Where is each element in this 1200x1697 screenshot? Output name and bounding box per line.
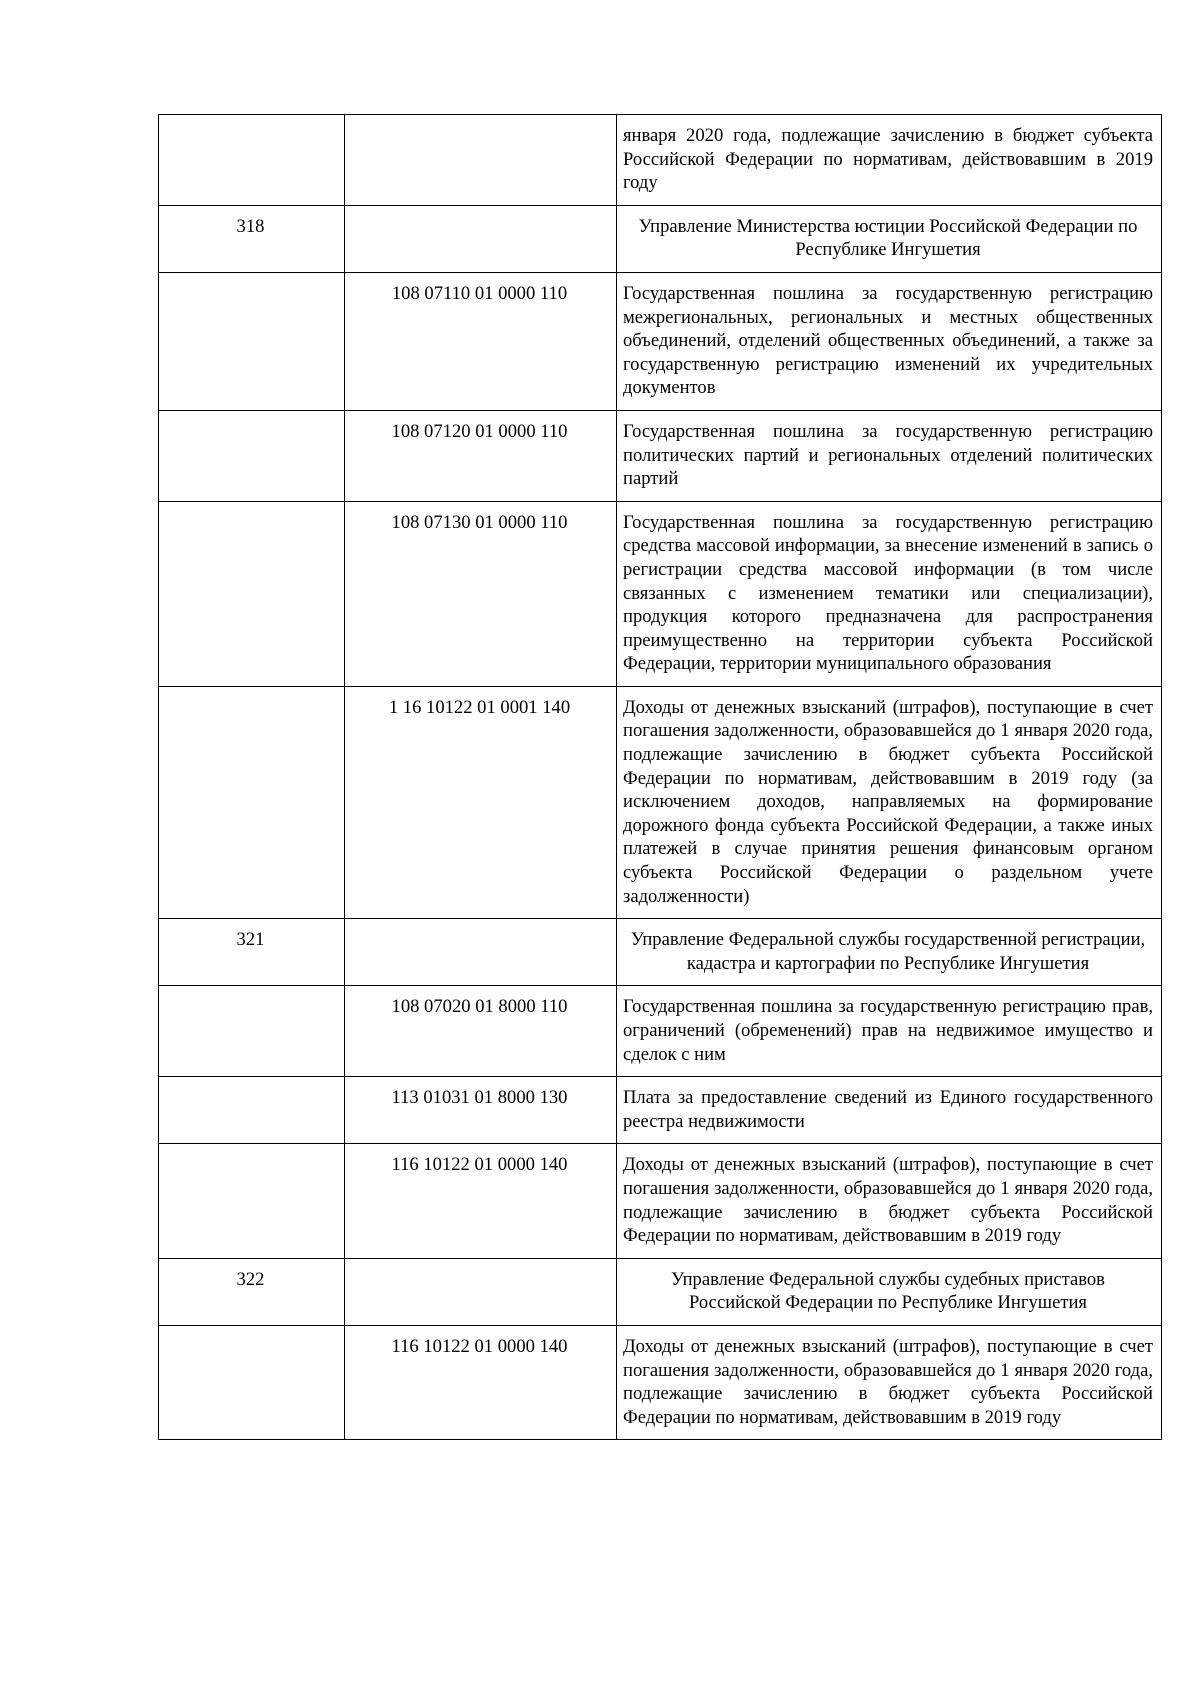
revenue-code-cell xyxy=(345,205,617,272)
description-cell: Государственная пошлина за государственную регистрацию прав, ограничений (обременений) прав на недвижимое имущество и сделок с ним xyxy=(617,986,1162,1077)
revenue-code-cell: 116 10122 01 0000 140 xyxy=(345,1325,617,1439)
admin-code-cell xyxy=(159,986,345,1077)
administrator-name-cell: Управление Федеральной службы государственной регистрации, кадастра и картографии по Республике Ингушетия xyxy=(617,919,1162,986)
admin-code-cell xyxy=(159,1144,345,1258)
table-row xyxy=(159,272,1162,410)
description-cell: Государственная пошлина за государственную регистрацию средства массовой информации, за внесение изменений в запись о регистрации средства массовой информации (в том числе связанных с изменением тематики или специализации), продукция которого предназначена для распространения преимущественно на территории субъекта Российской Федерации, территории муниципального образования xyxy=(617,501,1162,686)
admin-code-cell: 322 xyxy=(159,1258,345,1325)
table-row xyxy=(159,1077,1162,1144)
revenue-code-cell xyxy=(345,115,617,206)
table-row xyxy=(159,986,1162,1077)
admin-code-cell xyxy=(159,686,345,918)
revenue-codes-table xyxy=(158,114,1162,1440)
table-row xyxy=(159,115,1162,206)
table-row xyxy=(159,410,1162,501)
admin-code-cell xyxy=(159,410,345,501)
description-cell: января 2020 года, подлежащие зачислению в бюджет субъекта Российской Федерации по нормативам, действовавшим в 2019 году xyxy=(617,115,1162,206)
description-cell: Плата за предоставление сведений из Единого государственного реестра недвижимости xyxy=(617,1077,1162,1144)
revenue-code-cell xyxy=(345,919,617,986)
description-cell: Доходы от денежных взысканий (штрафов), поступающие в счет погашения задолженности, образовавшейся до 1 января 2020 года, подлежащие зачислению в бюджет субъекта Российской Федерации по нормативам, действовавшим в 2019 году (за исключением доходов, направляемых на формирование дорожного фонда субъекта Российской Федерации, а также иных платежей в случае принятия решения финансовым органом субъекта Российской Федерации о раздельном учете задолженности) xyxy=(617,686,1162,918)
description-cell: Доходы от денежных взысканий (штрафов), поступающие в счет погашения задолженности, образовавшейся до 1 января 2020 года, подлежащие зачислению в бюджет субъекта Российской Федерации по нормативам, действовавшим в 2019 году xyxy=(617,1144,1162,1258)
admin-code-cell xyxy=(159,272,345,410)
table-row xyxy=(159,686,1162,918)
description-cell: Доходы от денежных взысканий (штрафов), поступающие в счет погашения задолженности, образовавшейся до 1 января 2020 года, подлежащие зачислению в бюджет субъекта Российской Федерации по нормативам, действовавшим в 2019 году xyxy=(617,1325,1162,1439)
table-row xyxy=(159,205,1162,272)
revenue-code-cell: 108 07110 01 0000 110 xyxy=(345,272,617,410)
description-cell: Государственная пошлина за государственную регистрацию межрегиональных, региональных и местных общественных объединений, отделений общественных объединений, а также за государственную регистрацию изменений их учредительных документов xyxy=(617,272,1162,410)
admin-code-cell xyxy=(159,1077,345,1144)
revenue-code-cell: 108 07020 01 8000 110 xyxy=(345,986,617,1077)
revenue-code-cell: 1 16 10122 01 0001 140 xyxy=(345,686,617,918)
revenue-code-cell: 116 10122 01 0000 140 xyxy=(345,1144,617,1258)
table-row xyxy=(159,1144,1162,1258)
table-row xyxy=(159,919,1162,986)
administrator-name-cell: Управление Министерства юстиции Российской Федерации по Республике Ингушетия xyxy=(617,205,1162,272)
admin-code-cell: 318 xyxy=(159,205,345,272)
revenue-code-cell: 113 01031 01 8000 130 xyxy=(345,1077,617,1144)
admin-code-cell: 321 xyxy=(159,919,345,986)
table-row xyxy=(159,501,1162,686)
revenue-code-cell xyxy=(345,1258,617,1325)
revenue-code-cell: 108 07120 01 0000 110 xyxy=(345,410,617,501)
admin-code-cell xyxy=(159,1325,345,1439)
description-cell: Государственная пошлина за государственную регистрацию политических партий и региональных отделений политических партий xyxy=(617,410,1162,501)
revenue-code-cell: 108 07130 01 0000 110 xyxy=(345,501,617,686)
table-row xyxy=(159,1258,1162,1325)
admin-code-cell xyxy=(159,115,345,206)
administrator-name-cell: Управление Федеральной службы судебных приставов Российской Федерации по Республике Ингушетия xyxy=(617,1258,1162,1325)
table-row xyxy=(159,1325,1162,1439)
admin-code-cell xyxy=(159,501,345,686)
